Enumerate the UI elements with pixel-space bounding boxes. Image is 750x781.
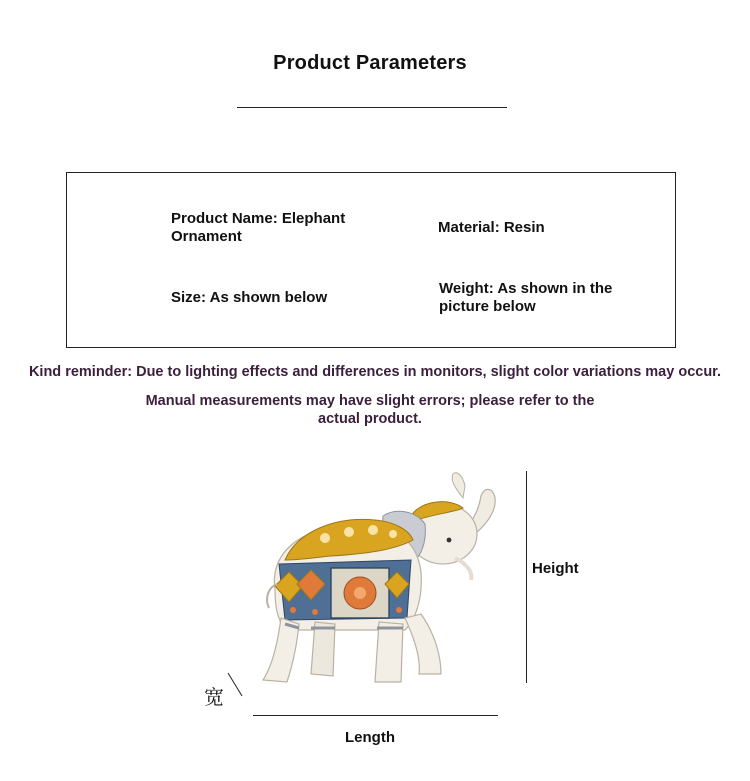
height-label: Height (532, 560, 579, 577)
param-material: Material: Resin (438, 219, 545, 236)
param-weight: Weight: As shown in the picture below (439, 280, 613, 315)
width-label: 宽 (204, 685, 224, 709)
elephant-ornament-image (245, 468, 505, 693)
height-dimension-line (526, 471, 527, 683)
parameters-box (66, 172, 676, 348)
length-label: Length (345, 729, 395, 746)
title-underline (237, 107, 507, 108)
measurement-notice-text: Manual measurements may have slight errors; please refer to the actual product. (145, 393, 595, 427)
length-dimension-line (253, 715, 498, 716)
page-title: Product Parameters (273, 52, 467, 74)
color-reminder-text: Kind reminder: Due to lighting effects and differences in monitors, slight color variations may occur. (28, 364, 722, 380)
param-product-name: Product Name: Elephant Ornament (171, 210, 346, 245)
param-size: Size: As shown below (171, 289, 328, 306)
